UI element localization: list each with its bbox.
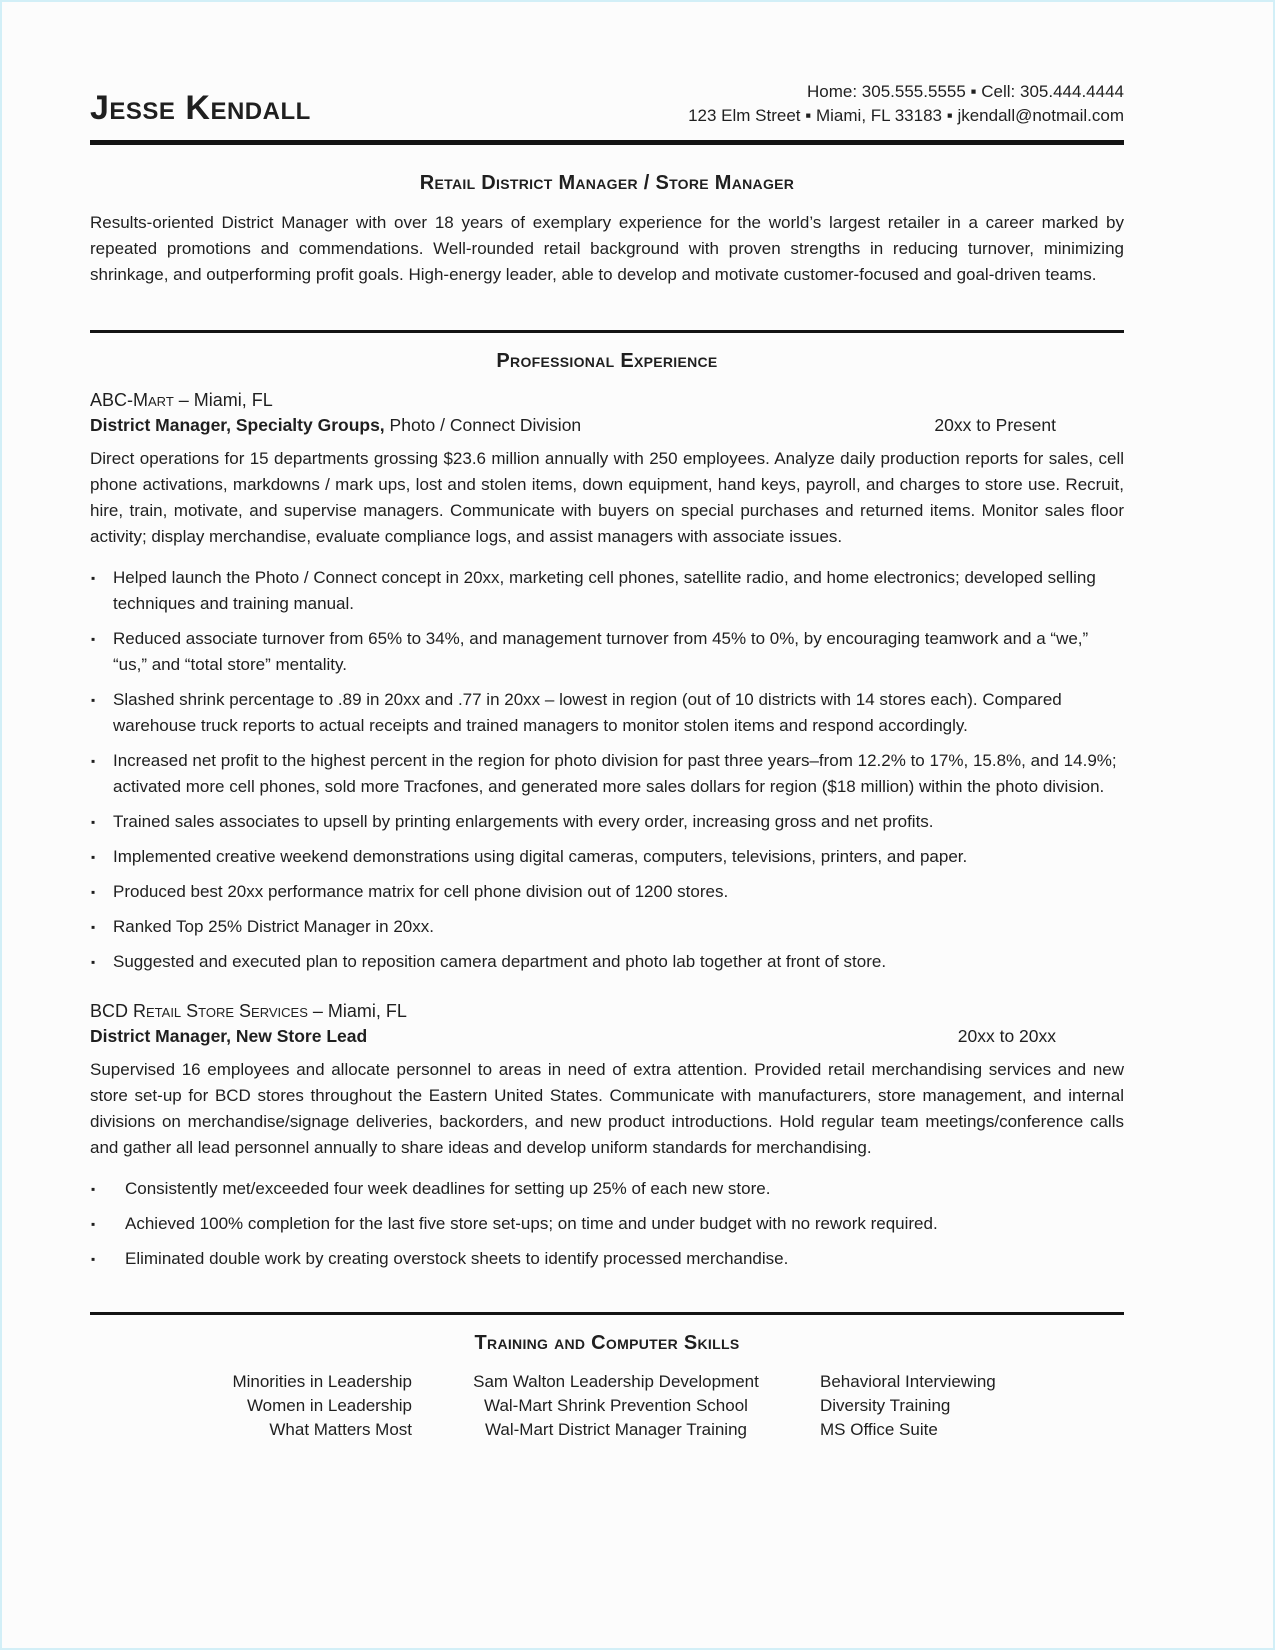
skill-item: Behavioral Interviewing <box>820 1372 996 1391</box>
company-name: BCD Retail Store Services <box>90 1001 308 1021</box>
role-row <box>90 412 1124 438</box>
bullet-item: ▪ Increased net profit to the highest percent in the region for photo division for past three years–from 12.2% to 17%, 15.8%, and 14.9%; activated more cell phones, sold more Tracfones, and generated more sales dollars for region ($18 million) within the photo division. <box>90 748 1124 800</box>
summary-paragraph: Results-oriented District Manager with over 18 years of exemplary experience for the world’s largest retailer in a career marked by repeated promotions and commendations. Well-rounded retail background with proven strengths in reducing turnover, minimizing shrinkage, and outperforming profit goals. High-energy leader, able to develop and motivate customer-focused and goal-driven teams. <box>90 213 1124 284</box>
bullet-item: ▪ Produced best 20xx performance matrix for cell phone division out of 1200 stores. <box>90 879 1124 905</box>
role-row <box>90 1023 1124 1049</box>
company-location: – Miami, FL <box>173 390 273 410</box>
job-bullet-list <box>90 565 1124 975</box>
section-heading-training-skills: Training and Computer Skills <box>474 1332 740 1354</box>
bullet-item: ▪ Implemented creative weekend demonstrations using digital cameras, computers, televisions, printers, and paper. <box>90 844 1124 870</box>
skill-item: Sam Walton Leadership Development <box>473 1372 759 1391</box>
bullet-item: ▪ Helped launch the Photo / Connect concept in 20xx, marketing cell phones, satellite radio, and home electronics; developed selling techniques and training manual. <box>90 565 1124 617</box>
bullet-item: ▪ Eliminated double work by creating overstock sheets to identify processed merchandise. <box>90 1246 1124 1272</box>
section-divider <box>90 330 1124 333</box>
header-divider <box>90 140 1124 145</box>
bullet-item: ▪ Reduced associate turnover from 65% to 34%, and management turnover from 45% to 0%, by encouraging teamwork and a “we,” “us,” and “total store” mentality. <box>90 626 1124 678</box>
job-role <box>90 1023 367 1049</box>
bullet-item: ▪ Trained sales associates to upsell by printing enlargements with every order, increasing gross and net profits. <box>90 809 1124 835</box>
skills-column-center <box>446 1370 786 1442</box>
skill-item: Wal-Mart Shrink Prevention School <box>484 1396 748 1415</box>
company-name: ABC-Mart <box>90 390 174 410</box>
company-location: – Miami, FL <box>307 1001 407 1021</box>
job-abc-mart <box>90 388 1124 975</box>
job-role-bold: District Manager, New Store Lead <box>90 1026 368 1046</box>
contact-block <box>688 80 1124 128</box>
person-name: Jesse Kendall <box>90 89 311 127</box>
company-line <box>90 388 1124 412</box>
job-dates: 20xx to Present <box>934 415 1056 435</box>
skill-item: Diversity Training <box>820 1396 951 1415</box>
job-bullet-list <box>90 1176 1124 1272</box>
company-line <box>90 999 1124 1023</box>
skill-item: What Matters Most <box>269 1420 412 1439</box>
contact-address-line: 123 Elm Street ▪ Miami, FL 33183 ▪ jkendall@notmail.com <box>688 106 1124 125</box>
resume-title: Retail District Manager / Store Manager <box>419 172 795 194</box>
job-description: Supervised 16 employees and allocate personnel to areas in need of extra attention. Provided retail merchandising services and new store set-up for BCD stores throughout the Eastern United States. Communicate with manufacturers, store management, and internal divisions on merchandise/signage deliveries, backorders, and new product introductions. Hold regular team meetings/conference calls and gather all lead personnel annually to share ideas and develop uniform standards for merchandising. <box>90 1060 1124 1157</box>
skills-column-right <box>820 1370 1124 1442</box>
job-role-bold: District Manager, Specialty Groups, <box>90 415 385 435</box>
job-role-rest: Photo / Connect Division <box>384 415 582 435</box>
bullet-item: ▪ Consistently met/exceeded four week deadlines for setting up 25% of each new store. <box>90 1176 1124 1202</box>
skill-item: Minorities in Leadership <box>232 1372 412 1391</box>
skill-item: Women in Leadership <box>246 1396 412 1415</box>
bullet-item: ▪ Ranked Top 25% District Manager in 20xx. <box>90 914 1124 940</box>
job-role <box>90 412 581 438</box>
bullet-item: ▪ Suggested and executed plan to reposition camera department and photo lab together at front of store. <box>90 949 1124 975</box>
job-bcd-retail <box>90 999 1124 1272</box>
skills-grid <box>90 1370 1124 1442</box>
bullet-item: ▪ Achieved 100% completion for the last five store set-ups; on time and under budget with no rework required. <box>90 1211 1124 1237</box>
section-heading-professional-experience: Professional Experience <box>496 350 718 372</box>
resume-header <box>90 80 1124 128</box>
job-dates: 20xx to 20xx <box>957 1026 1056 1046</box>
job-description: Direct operations for 15 departments grossing $23.6 million annually with 250 employees. Analyze daily production reports for sales, cell phone activations, markdowns / mark ups, lost and stolen items, down equipment, hand keys, payroll, and charges to store use. Recruit, hire, train, motivate, and supervise managers. Communicate with buyers on special purchases and returned items. Monitor sales floor activity; display merchandise, evaluate compliance logs, and assist managers with associate issues. <box>90 449 1124 546</box>
bullet-item: ▪ Slashed shrink percentage to .89 in 20xx and .77 in 20xx – lowest in region (out of 10 districts with 14 stores each). Compared warehouse truck reports to actual receipts and trained managers to monitor stolen items and respond accordingly. <box>90 687 1124 739</box>
skill-item: MS Office Suite <box>820 1420 938 1439</box>
skills-column-left <box>90 1370 412 1442</box>
contact-phone-line: Home: 305.555.5555 ▪ Cell: 305.444.4444 <box>807 82 1124 101</box>
section-divider <box>90 1312 1124 1315</box>
skill-item: Wal-Mart District Manager Training <box>485 1420 747 1439</box>
